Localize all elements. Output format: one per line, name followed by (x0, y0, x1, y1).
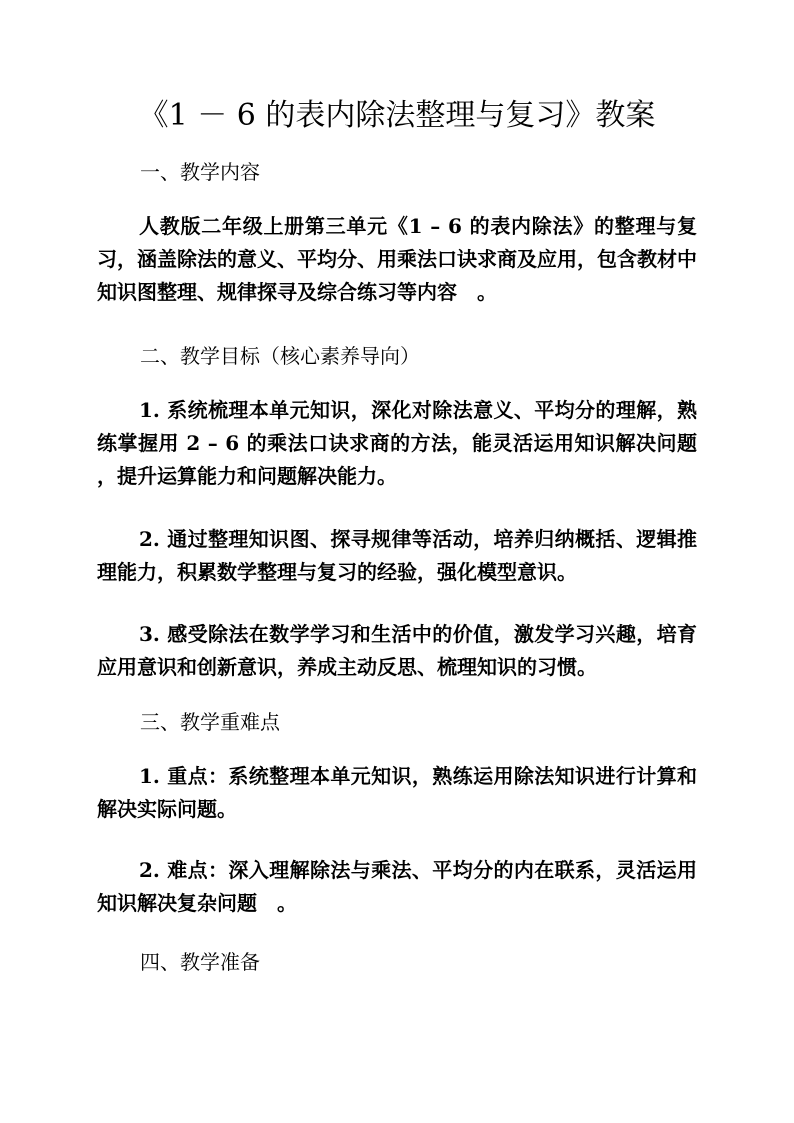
section-heading-teaching-content: 一、教学内容 (140, 160, 260, 184)
paragraph-goal-3: 3. 感受除法在数学学习和生活中的价值，激发学习兴趣，培育应用意识和创新意识，养成主动反思、梳理知识的习惯。 (97, 622, 697, 679)
paragraph-difficult-point: 2. 难点：深入理解除法与乘法、平均分的内在联系，灵活运用知识解决复杂问题 。 (97, 858, 697, 915)
paragraph-goal-2: 2. 通过整理知识图、探寻规律等活动，培养归纳概括、逻辑推理能力，积累数学整理与复习的经验，强化模型意识。 (97, 527, 697, 584)
section-heading-key-difficult-points: 三、教学重难点 (140, 710, 280, 734)
paragraph-key-point: 1. 重点：系统整理本单元知识，熟练运用除法知识进行计算和解决实际问题。 (97, 764, 697, 821)
section-heading-teaching-goals: 二、教学目标（核心素养导向） (140, 344, 420, 368)
paragraph-teaching-content: 人教版二年级上册第三单元《1 – 6 的表内除法》的整理与复习，涵盖除法的意义、平均分、用乘法口诀求商及应用，包含教材中知识图整理、规律探寻及综合练习等内容 。 (97, 214, 697, 304)
document-title: 《1 － 6 的表内除法整理与复习》教案 (138, 98, 656, 133)
paragraph-goal-1: 1. 系统梳理本单元知识，深化对除法意义、平均分的理解，熟练掌握用 2 – 6 的乘法口诀求商的方法，能灵活运用知识解决问题，提升运算能力和问题解决能力。 (97, 398, 697, 488)
section-heading-teaching-preparation: 四、教学准备 (140, 950, 260, 974)
